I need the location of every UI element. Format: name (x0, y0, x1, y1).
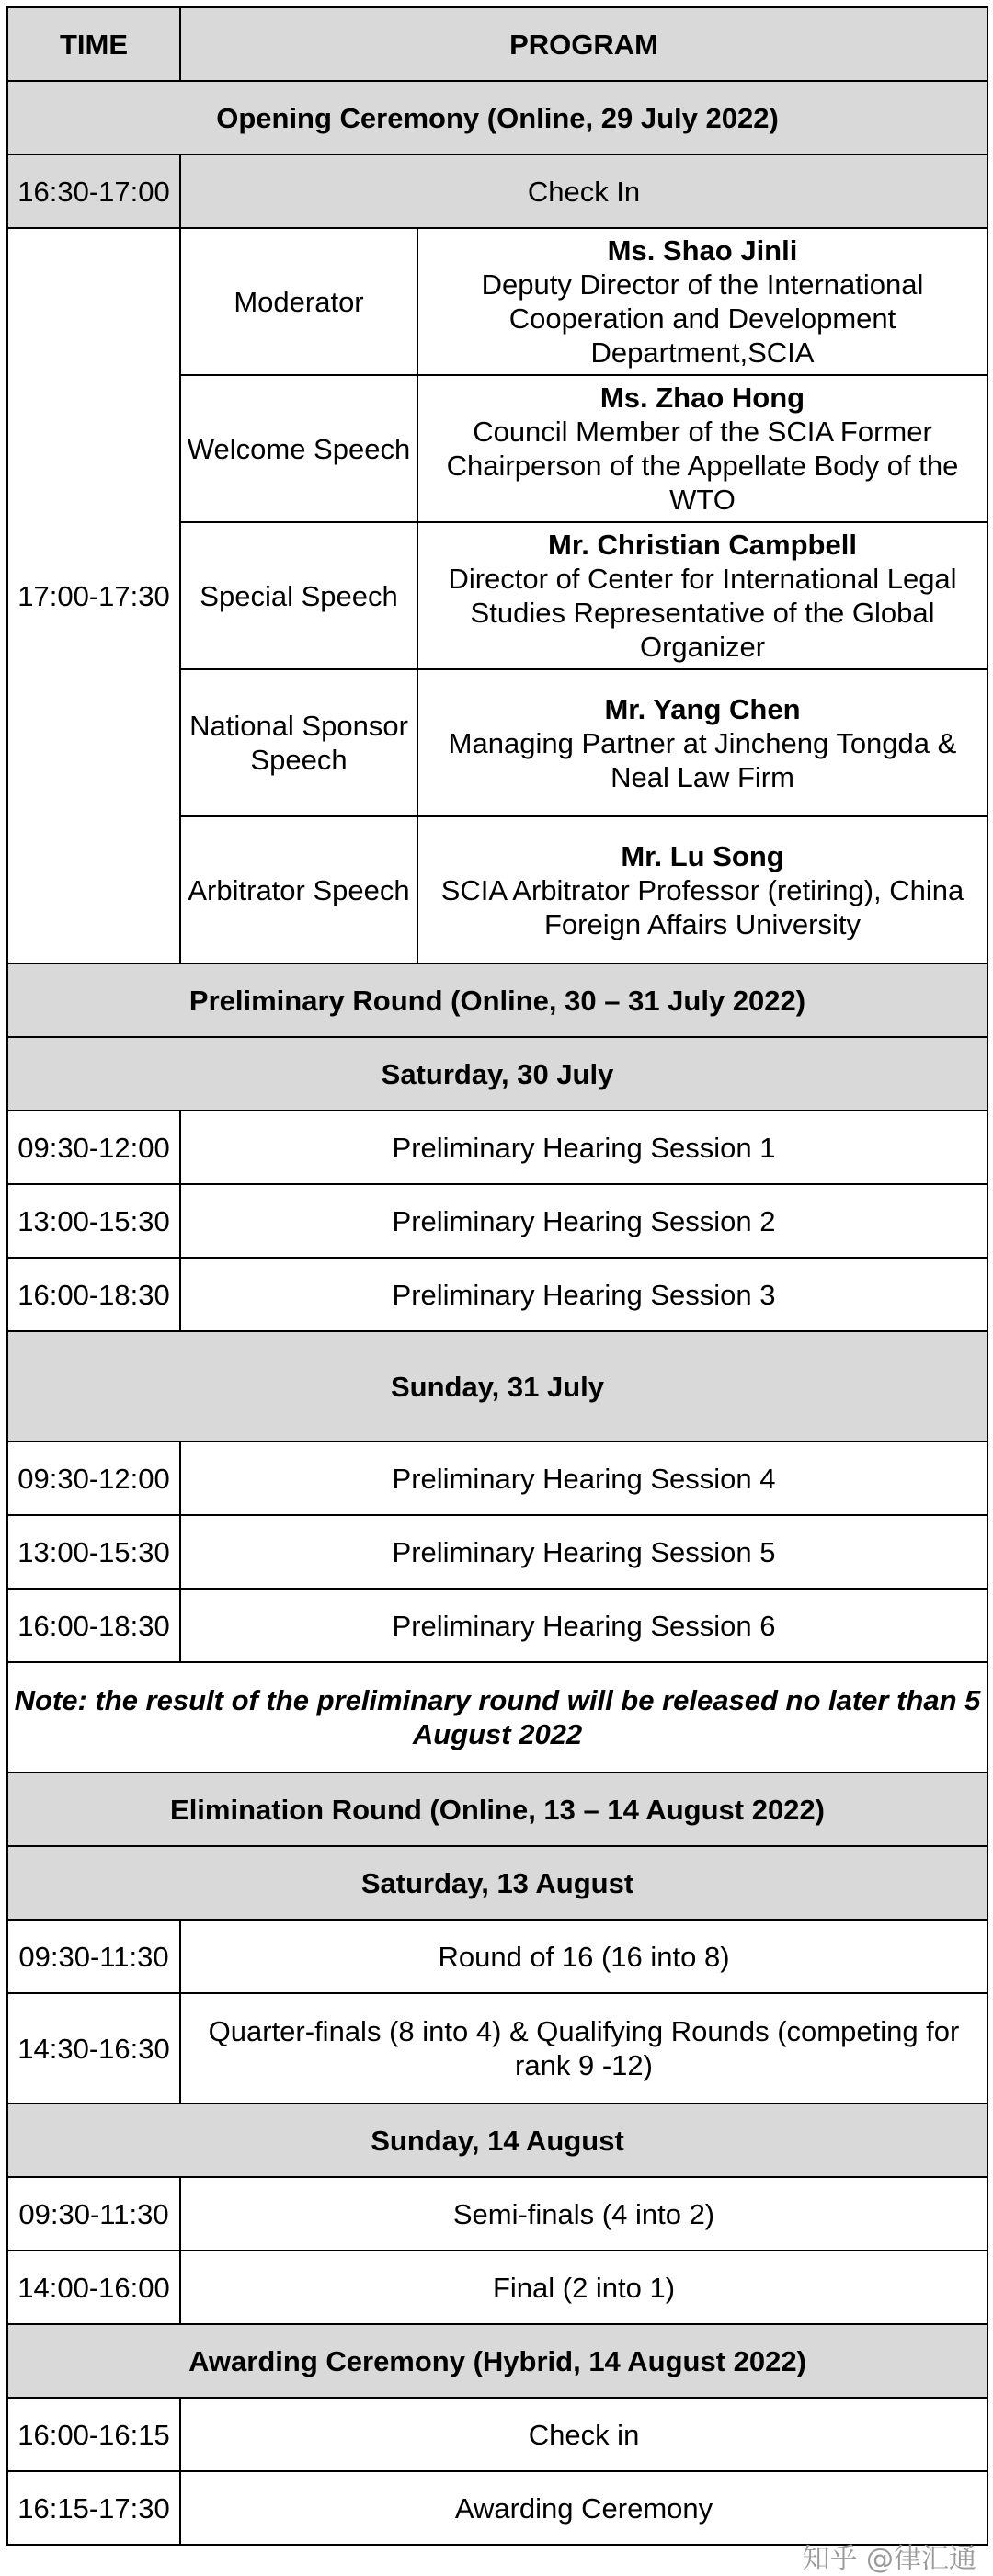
speaker-cell (417, 228, 987, 375)
program-header: PROGRAM (180, 7, 987, 81)
speech-role: Moderator (180, 228, 417, 375)
time-cell: 13:00-15:30 (7, 1184, 180, 1258)
time-cell: 16:30-17:00 (7, 154, 180, 228)
program-cell: Preliminary Hearing Session 2 (180, 1184, 987, 1258)
speaker-name: Mr. Lu Song (621, 839, 784, 872)
table-row (7, 2177, 987, 2251)
table-row (7, 154, 987, 228)
table-row (7, 1920, 987, 1993)
speech-role: National Sponsor Speech (180, 669, 417, 816)
table-row (7, 228, 987, 375)
table-row (7, 1515, 987, 1589)
speaker-name: Mr. Yang Chen (604, 692, 801, 725)
program-cell: Quarter-finals (8 into 4) & Qualifying Rounds (competing for rank 9 -12) (180, 1993, 987, 2103)
section-row (7, 2324, 987, 2398)
table-row (7, 1589, 987, 1662)
time-cell: 14:30-16:30 (7, 1993, 180, 2103)
speaker-name: Ms. Zhao Hong (599, 382, 805, 414)
day-row (7, 2103, 987, 2177)
table-row (7, 1111, 987, 1184)
speaker-title: Director of Center for International Legal Studies Representative of the Global Organizer (448, 563, 957, 663)
table-row (7, 1258, 987, 1331)
time-cell: 09:30-12:00 (7, 1442, 180, 1515)
table-row (7, 1442, 987, 1515)
program-cell: Final (2 into 1) (180, 2251, 987, 2324)
program-cell: Check in (180, 2398, 987, 2471)
opening-ceremony-heading: Opening Ceremony (Online, 29 July 2022) (7, 81, 987, 154)
note-row (7, 1662, 987, 1772)
speech-role: Special Speech (180, 522, 417, 669)
speaker-title: Council Member of the SCIA Former Chairperson of the Appellate Body of the WTO (446, 416, 959, 516)
speaker-name: Ms. Shao Jinli (607, 234, 798, 267)
program-cell: Round of 16 (16 into 8) (180, 1920, 987, 1993)
time-cell: 09:30-11:30 (7, 2177, 180, 2251)
speaker-name: Mr. Christian Campbell (548, 529, 857, 561)
speaker-cell (417, 669, 987, 816)
preliminary-note: Note: the result of the preliminary round will be released no later than 5 August 2022 (7, 1662, 987, 1772)
time-cell: 09:30-12:00 (7, 1111, 180, 1184)
preliminary-round-heading: Preliminary Round (Online, 30 – 31 July 2022) (7, 963, 987, 1037)
speaker-title: Deputy Director of the International Cooperation and Development Department,SCIA (481, 268, 924, 369)
section-row (7, 1772, 987, 1846)
time-cell: 16:00-18:30 (7, 1589, 180, 1662)
day-heading: Sunday, 31 July (7, 1331, 987, 1442)
time-cell: 14:00-16:00 (7, 2251, 180, 2324)
time-cell: 16:15-17:30 (7, 2471, 180, 2545)
day-row (7, 1037, 987, 1111)
time-cell: 16:00-16:15 (7, 2398, 180, 2471)
watermark: 知乎 @律汇通 (802, 2543, 976, 2575)
awarding-ceremony-heading: Awarding Ceremony (Hybrid, 14 August 2022) (7, 2324, 987, 2398)
program-cell: Check In (180, 154, 987, 228)
day-heading: Saturday, 13 August (7, 1846, 987, 1920)
day-heading: Sunday, 14 August (7, 2103, 987, 2177)
program-cell: Preliminary Hearing Session 6 (180, 1589, 987, 1662)
program-cell: Preliminary Hearing Session 3 (180, 1258, 987, 1331)
section-row (7, 81, 987, 154)
time-cell: 09:30-11:30 (7, 1920, 180, 1993)
header-row (7, 7, 987, 81)
elimination-round-heading: Elimination Round (Online, 13 – 14 August 2022) (7, 1772, 987, 1846)
time-cell: 17:00-17:30 (7, 228, 180, 963)
speaker-title: Managing Partner at Jincheng Tongda & Neal Law Firm (448, 726, 957, 793)
table-row (7, 2251, 987, 2324)
speaker-cell (417, 522, 987, 669)
program-cell: Preliminary Hearing Session 1 (180, 1111, 987, 1184)
time-cell: 16:00-18:30 (7, 1258, 180, 1331)
time-cell: 13:00-15:30 (7, 1515, 180, 1589)
speech-role: Arbitrator Speech (180, 816, 417, 963)
program-cell: Preliminary Hearing Session 4 (180, 1442, 987, 1515)
schedule-table (6, 6, 988, 2546)
table-row (7, 2398, 987, 2471)
table-row (7, 1993, 987, 2103)
speaker-title: SCIA Arbitrator Professor (retiring), China Foreign Affairs University (440, 873, 964, 940)
section-row (7, 963, 987, 1037)
program-cell: Preliminary Hearing Session 5 (180, 1515, 987, 1589)
day-heading: Saturday, 30 July (7, 1037, 987, 1111)
speaker-cell (417, 375, 987, 522)
program-cell: Awarding Ceremony (180, 2471, 987, 2545)
table-row (7, 1184, 987, 1258)
speech-role: Welcome Speech (180, 375, 417, 522)
program-cell: Semi-finals (4 into 2) (180, 2177, 987, 2251)
time-header: TIME (7, 7, 180, 81)
day-row (7, 1846, 987, 1920)
speaker-cell (417, 816, 987, 963)
table-row (7, 2471, 987, 2545)
day-row (7, 1331, 987, 1442)
